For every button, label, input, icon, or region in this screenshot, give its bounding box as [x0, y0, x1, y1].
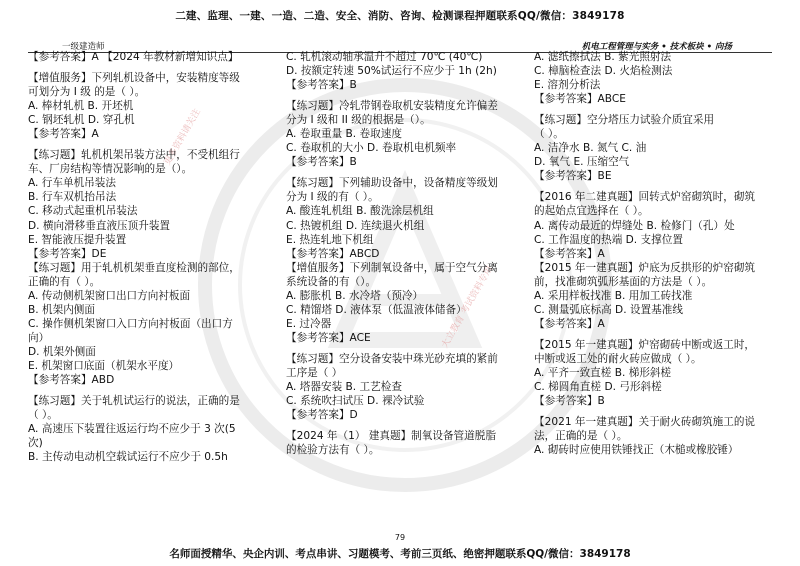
- answer-line: 【参考答案】ABCE: [534, 93, 626, 106]
- question-line: D. 按额定转速 50%试运行不应少于 1h (2h): [286, 65, 497, 78]
- answer-line: 【参考答案】A: [28, 128, 99, 141]
- question-line: B. 机架内侧面: [28, 303, 95, 316]
- header-left: 一级建造师: [62, 42, 105, 52]
- question-line: C. 热镀机组 D. 连续退火机组: [286, 219, 425, 232]
- question-line: A. 行车单机吊装法: [28, 177, 116, 190]
- question-line: C. 卷取机的大小 D. 卷取机电机频率: [286, 142, 457, 155]
- question-line: A. 滤纸擦拭法 B. 紫光照射法: [534, 51, 672, 63]
- question-line: A. 高速压下装置往返运行均不应少于 3 次(5: [28, 423, 236, 436]
- question-line: C. 轧机滚动轴承温升不超过 70℃ (40℃): [286, 51, 483, 63]
- question-line: 【2021 年一建真题】关于耐火砖砌筑施工的说: [534, 416, 756, 429]
- question-line: E. 智能液压提升装置: [28, 233, 127, 246]
- question-line: 【增值服务】下列制氧设备中，属于空气分离: [286, 261, 498, 274]
- question-line: 【练习题】空分塔压力试验介质宜采用: [534, 114, 715, 127]
- question-line: C. 钢坯轧机 D. 穿孔机: [28, 114, 135, 127]
- answer-line: 【参考答案】DE: [28, 247, 107, 260]
- question-line: 车、厂房结构等情况影响的是（）。: [28, 163, 193, 176]
- question-line: 中断或返工处的耐火砖应做成（ ）。: [534, 352, 702, 365]
- question-line: A. 塔器安装 B. 工艺检查: [286, 381, 402, 394]
- question-line: A. 砌砖时应使用铁锤找正（木槌或橡胶锤）: [534, 444, 739, 457]
- question-line: 可划分为 I 级 的是（ ）。: [28, 86, 146, 99]
- question-line: 【练习题】冷轧带钢卷取机安装精度允许偏差: [286, 100, 498, 113]
- question-line: 分为 I 级的有（ ）。: [286, 191, 379, 204]
- spacer: [534, 331, 770, 338]
- question-line: 前，找准砌筑弧形基面的方法是（ ）。: [534, 275, 713, 288]
- page-number: 79: [394, 533, 406, 542]
- spacer: [534, 408, 770, 415]
- question-line: 法，正确的是（ ）。: [534, 430, 628, 443]
- spacer: [534, 106, 770, 113]
- answer-line: 【参考答案】B: [286, 156, 357, 169]
- answer-line: 【参考答案】BE: [534, 170, 612, 183]
- question-line: C. 工作温度的热端 D. 支撑位置: [534, 233, 683, 246]
- answer-line: 【参考答案】A: [534, 317, 605, 330]
- question-line: D. 氧气 E. 压缩空气: [534, 156, 630, 169]
- question-line: 次): [28, 437, 43, 450]
- question-line: 【练习题】轧机机架吊装方法中，不受机组行: [28, 149, 240, 162]
- answer-line: 【参考答案】B: [286, 79, 357, 92]
- question-line: C. 樟脑检查法 D. 火焰检测法: [534, 65, 673, 78]
- question-line: E. 过冷器: [286, 317, 332, 330]
- question-line: 【2015 年一建真题】炉窑砌砖中断或返工时，: [534, 338, 756, 351]
- column-middle: [286, 50, 522, 530]
- question-line: 的起始点宜选择在（ ）。: [534, 205, 649, 218]
- question-line: 【练习题】用于轧机机架垂直度检测的部位，: [28, 261, 240, 274]
- question-line: A. 采用样板找准 B. 用加工砖找准: [534, 289, 693, 302]
- column-left: [28, 50, 274, 530]
- question-line: 的检验方法有（ ）。: [286, 444, 380, 457]
- question-line: C. 移动式起重机吊装法: [28, 205, 138, 218]
- question-line: A. 膨胀机 B. 水冷塔（预冷）: [286, 289, 424, 302]
- spacer: [286, 92, 522, 99]
- answer-line: 【参考答案】B: [534, 395, 605, 408]
- question-line: C. 操作侧机架窗口入口方向衬板面（出口方: [28, 317, 233, 330]
- spacer: [28, 64, 274, 71]
- question-line: A. 酸连轧机组 B. 酸洗涂层机组: [286, 205, 434, 218]
- spacer: [28, 387, 274, 394]
- question-line: 分为 I 级和 II 级的根据是（）。: [286, 114, 431, 127]
- question-line: 【2016 年二建真题】回转式炉窑砌筑时，砌筑: [534, 191, 756, 204]
- question-line: E. 机架窗口底面（机架水平度）: [28, 359, 180, 372]
- question-line: C. 精馏塔 D. 液体泵（低温液体储备）: [286, 303, 467, 316]
- top-banner: 二建、监理、一建、一造、二造、安全、消防、咨询、检测课程押题联系QQ/微信：3849178: [175, 10, 625, 22]
- spacer: [534, 183, 770, 190]
- question-line: 工序是（ ）: [286, 366, 343, 379]
- question-line: 【练习题】下列辅助设备中，设备精度等级划: [286, 177, 498, 190]
- question-line: 向）: [28, 331, 50, 344]
- spacer: [28, 141, 274, 148]
- watermark-text-b: 更多资料请关注: [162, 107, 203, 168]
- question-line: A. 离传动最近的焊缝处 B. 检修门（孔）处: [534, 219, 735, 232]
- question-line: A. 洁净水 B. 氮气 C. 油: [534, 142, 647, 155]
- answer-line: 【参考答案】A: [534, 247, 605, 260]
- column-right: [534, 50, 770, 530]
- answer-line: 【参考答案】D: [286, 409, 358, 422]
- question-line: 【2024 年（1） 建真题】制氧设备管道脱脂: [286, 430, 496, 443]
- question-line: 【2015 年一建真题】炉底为反拱形的炉窑砌筑: [534, 261, 756, 274]
- answer-line: 【参考答案】ACE: [286, 331, 371, 344]
- question-line: 【增值服务】下列轧机设备中，安装精度等级: [28, 72, 240, 85]
- spacer: [286, 422, 522, 429]
- bottom-banner: 名师面授精华、央企内训、考点串讲、习题模考、考前三页纸、绝密押题联系QQ/微信：3849178: [169, 548, 631, 560]
- question-line: A. 传动侧机架窗口出口方向衬板面: [28, 289, 191, 302]
- question-line: D. 机架外侧面: [28, 345, 96, 358]
- answer-line: 【参考答案】A 【2024 年教材新增知识点】: [28, 51, 239, 63]
- question-line: B. 主传动电动机空载试运行不应少于 0.5h: [28, 451, 228, 464]
- question-line: 【练习题】空分设备安装中珠光砂充填的紧前: [286, 352, 498, 365]
- question-line: D. 横向滑移垂直液压顶升装置: [28, 219, 171, 232]
- question-line: A. 卷取重量 B. 卷取速度: [286, 128, 402, 141]
- question-line: 【练习题】关于轧机试运行的说法，正确的是: [28, 395, 240, 408]
- question-line: 正确的有（ ）。: [28, 275, 101, 288]
- answer-line: 【参考答案】ABD: [28, 374, 115, 387]
- question-line: C. 测量弧底标高 D. 设置基准线: [534, 303, 683, 316]
- question-line: A. 平齐一致直槎 B. 梯形斜槎: [534, 366, 672, 379]
- question-line: C. 系统吹扫试压 D. 裸冷试验: [286, 395, 425, 408]
- question-line: E. 溶剂分析法: [534, 79, 601, 92]
- spacer: [286, 169, 522, 176]
- question-line: （ ）。: [534, 128, 564, 141]
- question-line: B. 行车双机抬吊法: [28, 191, 117, 204]
- header-right: 机电工程管理与实务 • 技术板块 • 向扬: [581, 42, 732, 52]
- spacer: [286, 345, 522, 352]
- question-line: 系统设备的有（）。: [286, 275, 377, 288]
- question-line: （ ）。: [28, 409, 58, 422]
- question-line: A. 棒材轧机 B. 开坯机: [28, 100, 134, 113]
- question-line: C. 梯圆角直槎 D. 弓形斜槎: [534, 381, 662, 394]
- answer-line: 【参考答案】ABCD: [286, 247, 380, 260]
- question-line: E. 热连轧地下机组: [286, 233, 374, 246]
- watermark-text-a: 大立教育 考试资料专用: [440, 264, 496, 350]
